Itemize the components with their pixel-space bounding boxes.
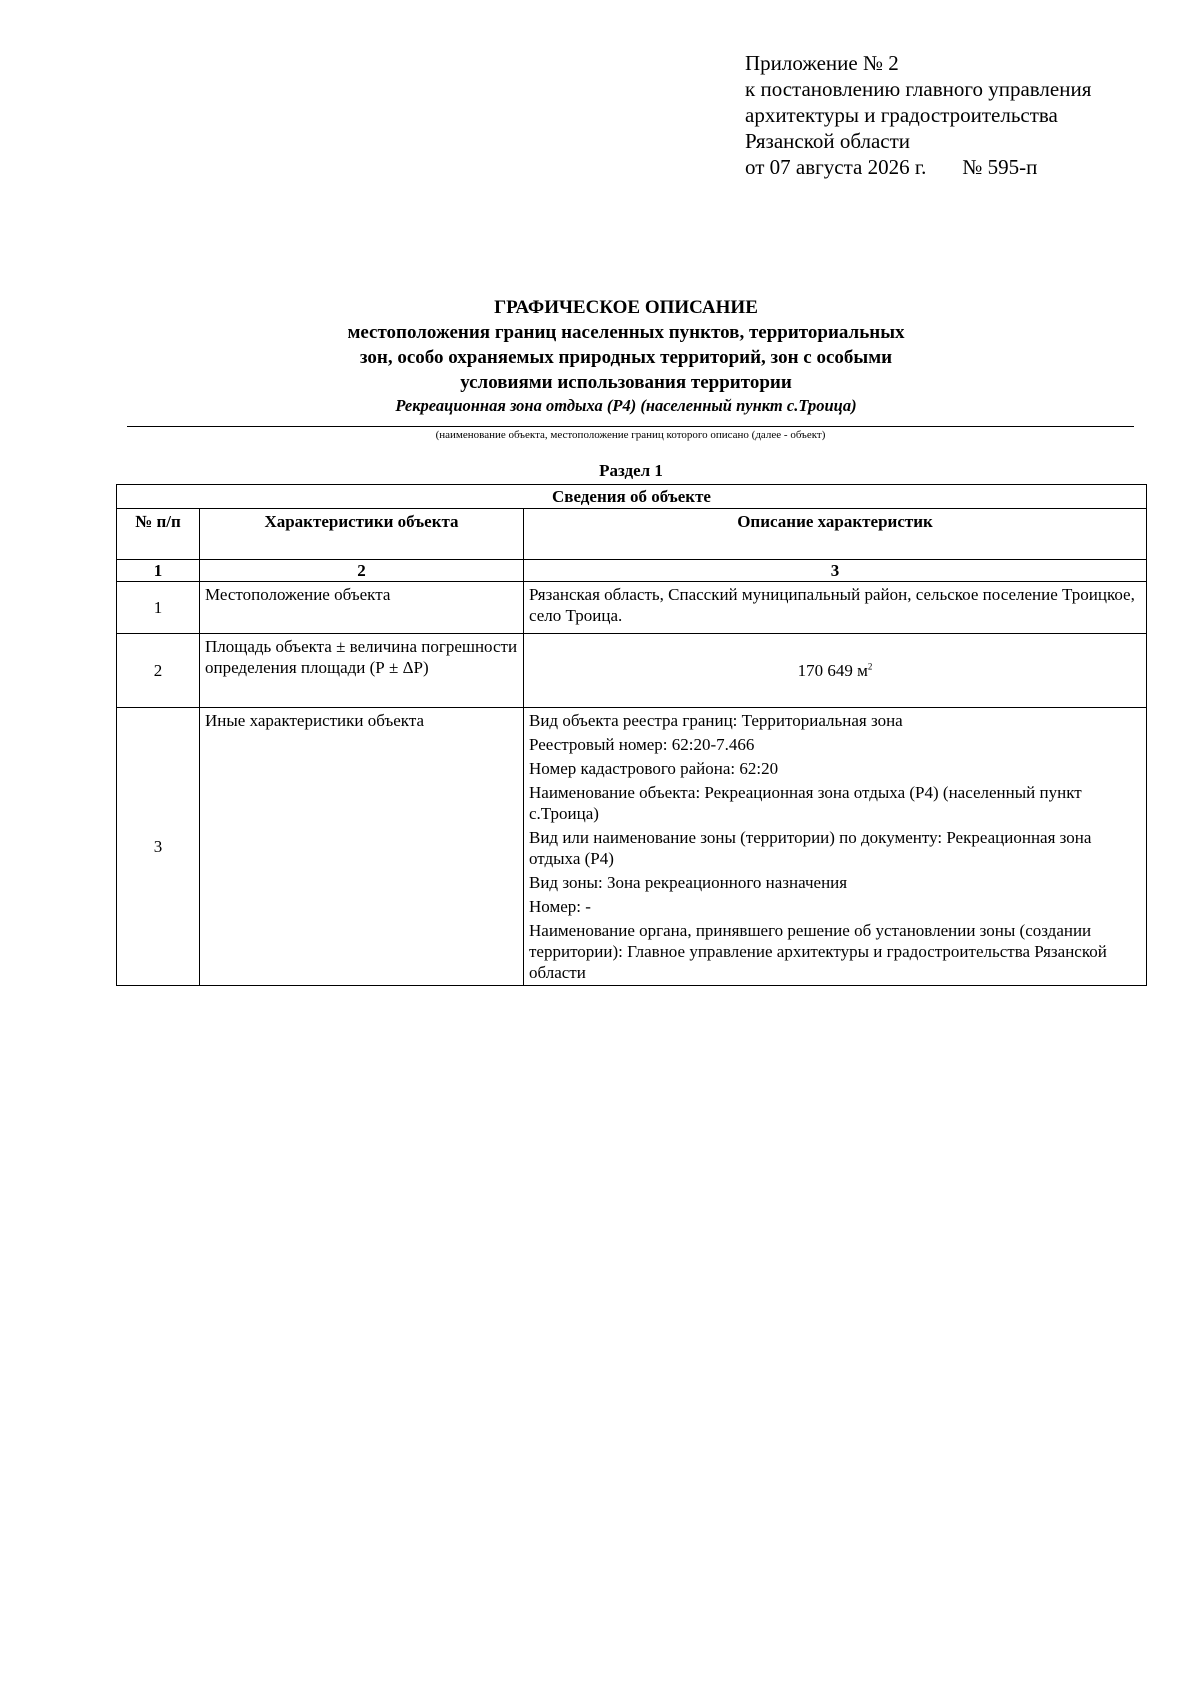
object-name-note: (наименование объекта, местоположение границ которого описано (далее - объект) xyxy=(435,429,826,441)
appendix-line-2: к постановлению главного управления xyxy=(745,77,1092,101)
index-cell-3: 3 xyxy=(524,560,1147,582)
appendix-number: № 595-п xyxy=(962,155,1038,179)
description-line: Вид объекта реестра границ: Территориальная зона xyxy=(529,711,903,730)
description-line: Вид зоны: Зона рекреационного назначения xyxy=(529,873,848,892)
row-name: Площадь объекта ± величина погрешности определения площади (Р ± ΔР) xyxy=(200,634,524,708)
document-subtitle-3: условиями использования территории xyxy=(460,372,792,393)
table-row xyxy=(117,634,1147,708)
section-label: Раздел 1 xyxy=(599,461,663,480)
row-name: Местоположение объекта xyxy=(200,582,524,634)
description-line: Вид или наименование зоны (территории) по документу: Рекреационная зона отдыха (Р4) xyxy=(529,828,1092,868)
table-header-row xyxy=(117,509,1147,560)
appendix-date-row xyxy=(745,154,1091,180)
area-value: 170 649 м xyxy=(797,661,868,680)
area-unit-sup: 2 xyxy=(867,661,873,672)
document-heading: ГРАФИЧЕСКОЕ ОПИСАНИЕ xyxy=(494,297,758,318)
row-num: 3 xyxy=(117,708,200,986)
table-index-row xyxy=(117,560,1147,582)
description-line: Номер: - xyxy=(529,897,591,916)
header-characteristics: Характеристики объекта xyxy=(200,509,524,560)
index-cell-1: 1 xyxy=(117,560,200,582)
appendix-line-4: Рязанской области xyxy=(745,129,911,153)
document-title-block xyxy=(116,295,1136,416)
table-row xyxy=(117,708,1147,986)
object-info-table xyxy=(116,484,1147,986)
appendix-line-3: архитектуры и градостроительства xyxy=(745,103,1058,127)
appendix-line-1: Приложение № 2 xyxy=(745,51,899,75)
description-line: Реестровый номер: 62:20-7.466 xyxy=(529,735,755,754)
row-num: 1 xyxy=(117,582,200,634)
row-num: 2 xyxy=(117,634,200,708)
index-cell-2: 2 xyxy=(200,560,524,582)
header-description: Описание характеристик xyxy=(524,509,1147,560)
row-value xyxy=(524,634,1147,708)
object-name: Рекреационная зона отдыха (Р4) (населенный пункт с.Троица) xyxy=(395,396,857,415)
table-caption: Сведения об объекте xyxy=(117,485,1147,509)
header-num: № п/п xyxy=(117,509,200,560)
description-line: Наименование объекта: Рекреационная зона отдыха (Р4) (населенный пункт с.Троица) xyxy=(529,783,1082,823)
row-value: Рязанская область, Спасский муниципальный район, сельское поселение Троицкое, село Троица. xyxy=(524,582,1147,634)
table-caption-row xyxy=(117,485,1147,509)
table-row xyxy=(117,582,1147,634)
row-name: Иные характеристики объекта xyxy=(200,708,524,986)
document-subtitle-1: местоположения границ населенных пунктов, территориальных xyxy=(347,322,905,343)
appendix-date: от 07 августа 2026 г. xyxy=(745,155,927,179)
description-line: Наименование органа, принявшего решение об установлении зоны (создании территории): Главное управление архитектуры и градостроительства Рязанской области xyxy=(529,921,1107,982)
appendix-header xyxy=(745,50,1091,180)
document-subtitle-2: зон, особо охраняемых природных территорий, зон с особыми xyxy=(359,347,893,368)
row-value xyxy=(524,708,1147,986)
object-name-underline xyxy=(127,426,1134,427)
description-line: Номер кадастрового района: 62:20 xyxy=(529,759,779,778)
